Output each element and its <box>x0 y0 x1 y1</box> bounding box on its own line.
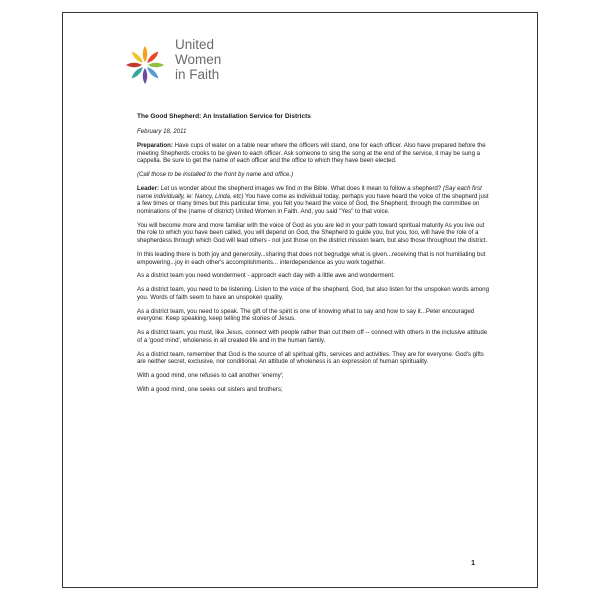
logo-petal <box>130 50 144 64</box>
body-paragraph: As a district team, remember that God is the source of all spiritual gifts, services and activities. They are for everyone. God's gifts are neither secret, exclusive, nor conditional. An attitude of wholeness is an expression of human spirituality. <box>137 350 484 366</box>
logo-petal <box>126 63 142 68</box>
logo-line: United <box>175 37 215 52</box>
flower-logo-icon <box>123 43 167 87</box>
preparation-label: Preparation: <box>137 142 173 150</box>
leader-text: Let us wonder about the shepherd images we find in the Bible. What does it mean to follow a shepherd? <box>159 185 443 193</box>
page-number: 1 <box>471 560 475 567</box>
leader-text: You have come as individual today, perhaps you have heard the voice of the shepherd just a few times or many times but this particular time, you felt you heard the voice of God, the Shepherd, through the committee on nominations of the (name of district) United Women in Faith. And, you said "Yes" to that voice. <box>137 192 489 215</box>
document-title: The Good Shepherd: An Installation Service for Districts <box>137 113 311 120</box>
logo-line: in Faith <box>175 67 220 82</box>
logo-petal <box>143 46 148 62</box>
body-paragraph: As a district team, you need to speak. The gift of the spirit is one of knowing what to say and how to say it...Peter encouraged everyone: Keep speaking, keep telling the stories of Jesus. <box>137 307 475 323</box>
call-note: (Call those to be installed to the front by name and office.) <box>137 171 294 179</box>
logo-petal <box>146 50 160 64</box>
document-date: February 18, 2011 <box>137 127 187 135</box>
body-paragraph: You will become more and more familiar with the voice of God as you are led in your path toward spiritual maturity As you live out the role to which you have been called, you will depend on God, the Shepherd to guide you, but you, too, will have the role of a shepherdess through which God will lead others - not just those on the district mission team, but also those throughout the district. <box>137 221 488 245</box>
leader-paragraph <box>137 185 492 215</box>
logo-line: Women <box>175 52 222 67</box>
body-paragraph: With a good mind, one refuses to call another 'enemy'; <box>137 372 284 380</box>
body-paragraph: As a district team you need wonderment - approach each day with a little awe and wonderment. <box>137 272 395 280</box>
logo-petal <box>143 68 148 84</box>
document-page <box>62 12 538 588</box>
body-paragraph: As a district team, you must, like Jesus, connect with people rather than cut them off -- connect with others in the inclusive attitude of a 'good mind', wholeness in all created life and in the human family. <box>137 329 488 344</box>
body-paragraph: As a district team, you need to be listening. Listen to the voice of the shepherd, God, but also listen for the unspoken words among you. Words of faith seem to have an unspoken quality. <box>137 286 489 301</box>
preparation-text: Have cups of water on a table near where the officers will stand, one for each officer. Also have prepared before the meeting Shepherds crooks to be given to each officer. Ask someone to sing the song at the end of the service, it may be sung a cappella. Be sure to get the name of each officer and the office to which they have been elected. <box>137 142 486 165</box>
logo-petal <box>130 66 144 80</box>
logo-petal <box>146 66 160 80</box>
leader-italic-note: (Say each first name individually, ie: Nancy, Linda, etc) <box>137 185 482 200</box>
preparation-paragraph <box>137 142 492 165</box>
logo-petal <box>148 63 164 68</box>
leader-label: Leader: <box>137 185 160 193</box>
body-paragraph: In this leading there is both joy and generosity...sharing that does not begrudge what is given...receiving that is not humiliating but empowering...joy in each other's accomplishments... interdependence as you work together. <box>137 250 486 266</box>
body-paragraph: With a good mind, one seeks out sisters and brothers; <box>137 386 283 394</box>
logo-wordmark <box>175 37 221 82</box>
united-women-in-faith-logo <box>123 37 253 97</box>
document-body <box>137 113 492 400</box>
